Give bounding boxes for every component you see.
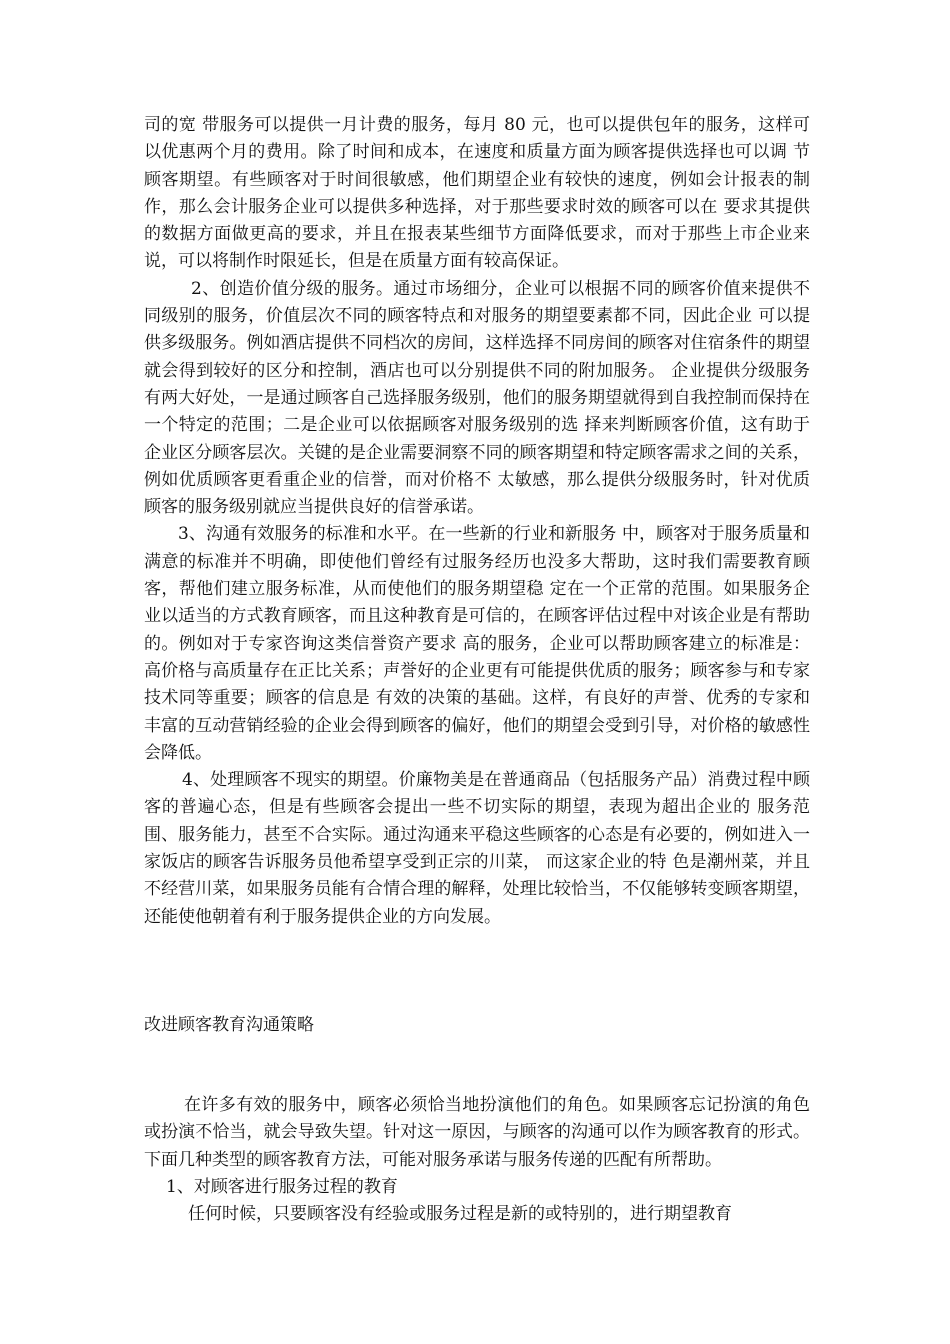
paragraph-tiered-service: 2、创造价值分级的服务。通过市场细分，企业可以根据不同的顾客价值来提供不同级别的服务，价值层次不同的顾客特点和对服务的期望要素都不同，因此企业 可以提供多级服务。例如酒店提供不同档次的房间，这样选择不同房间的顾客对住宿条件的期望就会得到较好的区分和控制，酒店也可以分别提供不同的附加服务。 企业提供分级服务有两大好处，一是通过顾客自己选择服务级别，他们的服务期望就得到自我控制而保持在一个特定的范围；二是企业可以依据顾客对服务级别的选 择来判断顾客价值，这有助于企业区分顾客层次。关键的是企业需要洞察不同的顾客期望和特定顾客需求之间的关系，例如优质顾客更看重企业的信誉，而对价格不 太敏感，那么提供分级服务时，针对优质顾客的服务级别就应当提供良好的信誉承诺。 [144,278,810,518]
paragraph-broadband-options: 司的宽 带服务可以提供一月计费的服务，每月 80 元，也可以提供包年的服务，这样可以优惠两个月的费用。除了时间和成本，在速度和质量方面为顾客提供选择也可以调 节顾客期望。有些顾客对于时间很敏感，他们期望企业有较快的速度，例如会计报表的制作，那么会计服务企业可以提供多种选择，对于那些要求时效的顾客可以在 要求其提供的数据方面做更高的要求，并且在报表某些细节方面降低要求，而对于那些上市企业来说，可以将制作时限延长，但是在质量方面有较高保证。 [144,115,810,272]
paragraph-customer-roles: 在许多有效的服务中，顾客必须恰当地扮演他们的角色。如果顾客忘记扮演的角色或扮演不恰当，就会导致失望。针对这一原因，与顾客的沟通可以作为顾客教育的形式。下面几种类型的顾客教育方法，可能对服务承诺与服务传递的匹配有所帮助。 [144,1095,810,1170]
paragraph-service-standards: 3、沟通有效服务的标准和水平。在一些新的行业和新服务 中，顾客对于服务质量和满意的标准并不明确，即使他们曾经有过服务经历也没多大帮助，这时我们需要教育顾客，帮他们建立服务标准，从而使他们的服务期望稳 定在一个正常的范围。如果服务企业以适当的方式教育顾客，而且这种教育是可信的，在顾客评估过程中对该企业是有帮助的。例如对于专家咨询这类信誉资产要求 高的服务，企业可以帮助顾客建立的标准是：高价格与高质量存在正比关系；声誉好的企业更有可能提供优质的服务；顾客参与和专家技术同等重要；顾客的信息是 有效的决策的基础。这样，有良好的声誉、优秀的专家和丰富的互动营销经验的企业会得到顾客的偏好，他们的期望会受到引导，对价格的敏感性会降低。 [144,524,810,763]
section-heading: 改进顾客教育沟通策略 [144,1015,314,1035]
body-text-top [144,112,810,931]
subheading-process-education: 1、对顾客进行服务过程的教育 [166,1176,398,1197]
paragraph-expectation-education: 任何时候，只要顾客没有经验或服务过程是新的或特别的，进行期望教育 [188,1204,732,1225]
paragraph-unrealistic-expectations: 4、处理顾客不现实的期望。价廉物美是在普通商品（包括服务产品）消费过程中顾客的普遍心态，但是有些顾客会提出一些不切实际的期望，表现为超出企业的 服务范围、服务能力，甚至不合实际。通过沟通来平稳这些顾客的心态是有必要的，例如进入一家饭店的顾客告诉服务员他希望享受到正宗的川菜， 而这家企业的特 色是潮州菜，并且不经营川菜，如果服务员能有合情合理的解释，处理比较恰当，不仅能够转变顾客期望，还能使他朝着有利于服务提供企业的方向发展。 [144,770,810,927]
body-text-bottom [144,1092,810,1228]
